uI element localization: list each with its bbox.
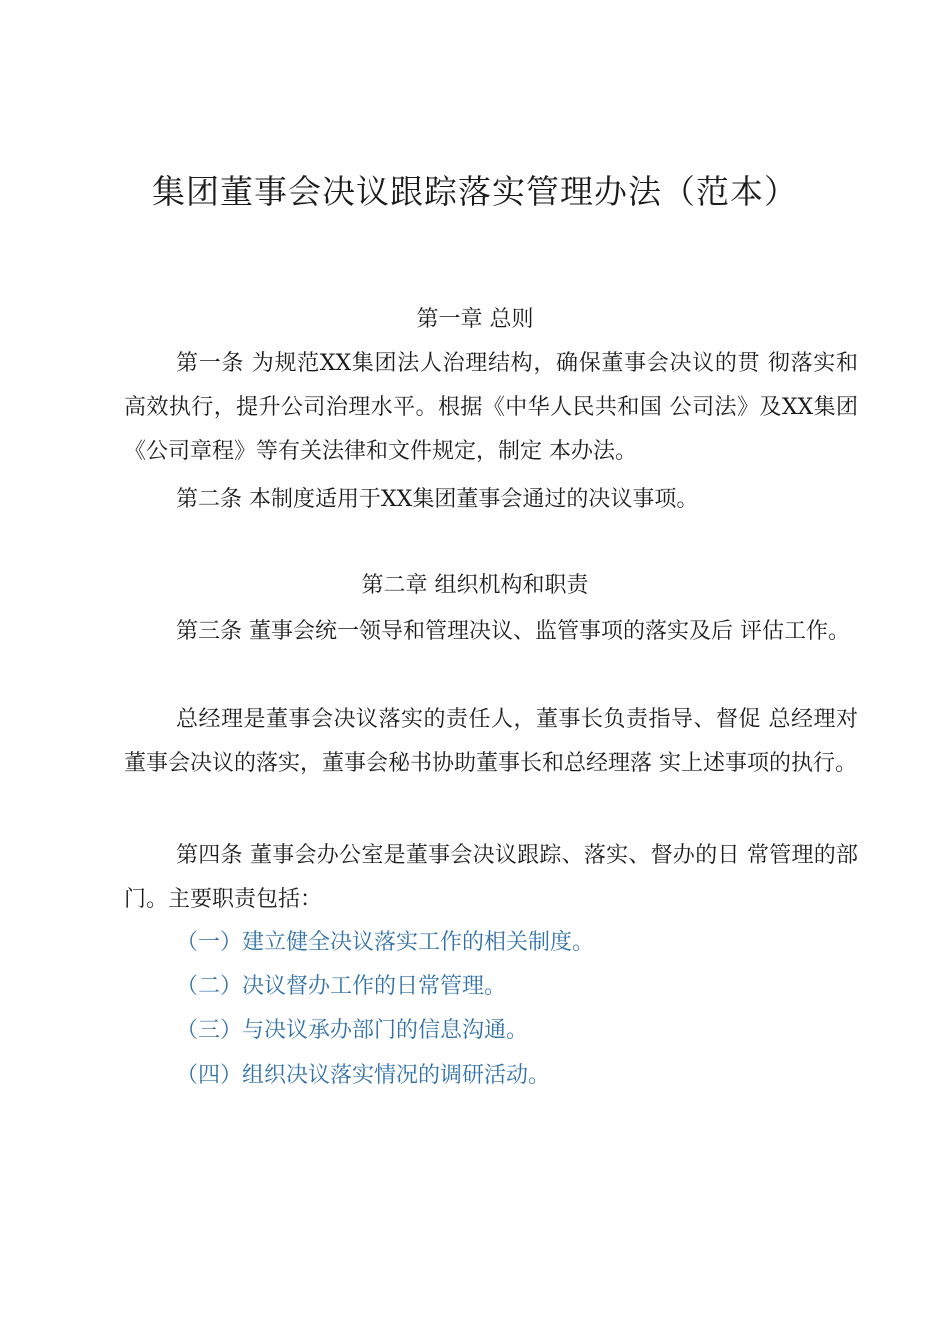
article-4: 第四条 董事会办公室是董事会决议跟踪、落实、督办的日 常管理的部门。主要职责包括：	[124, 843, 858, 912]
duty-list-item: （四）组织决议落实情况的调研活动。	[176, 1063, 551, 1088]
duty-list-item: （一）建立健全决议落实工作的相关制度。	[176, 930, 595, 955]
article-3: 第三条 董事会统一领导和管理决议、监管事项的落实及后 评估工作。	[176, 619, 850, 644]
chapter-1-heading: 第一章 总则	[416, 307, 534, 332]
article-1: 第一条 为规范XX集团法人治理结构，确保董事会决议的贯 彻落实和高效执行，提升公司治理水平。根据《中华人民共和国 公司法》及XX集团《公司章程》等有关法律和文件规定，制定 本办法。	[124, 351, 858, 464]
article-2: 第二条 本制度适用于XX集团董事会通过的决议事项。	[176, 487, 699, 512]
duty-list-item: （二）决议督办工作的日常管理。	[176, 974, 507, 999]
article-3-paragraph-2: 总经理是董事会决议落实的责任人，董事长负责指导、督促 总经理对董事会决议的落实，董事会秘书协助董事长和总经理落 实上述事项的执行。	[124, 707, 858, 776]
duty-list-item: （三）与决议承办部门的信息沟通。	[176, 1018, 529, 1043]
document-title: 集团董事会决议跟踪落实管理办法（范本）	[152, 172, 798, 211]
chapter-2-heading: 第二章 组织机构和职责	[361, 573, 589, 598]
